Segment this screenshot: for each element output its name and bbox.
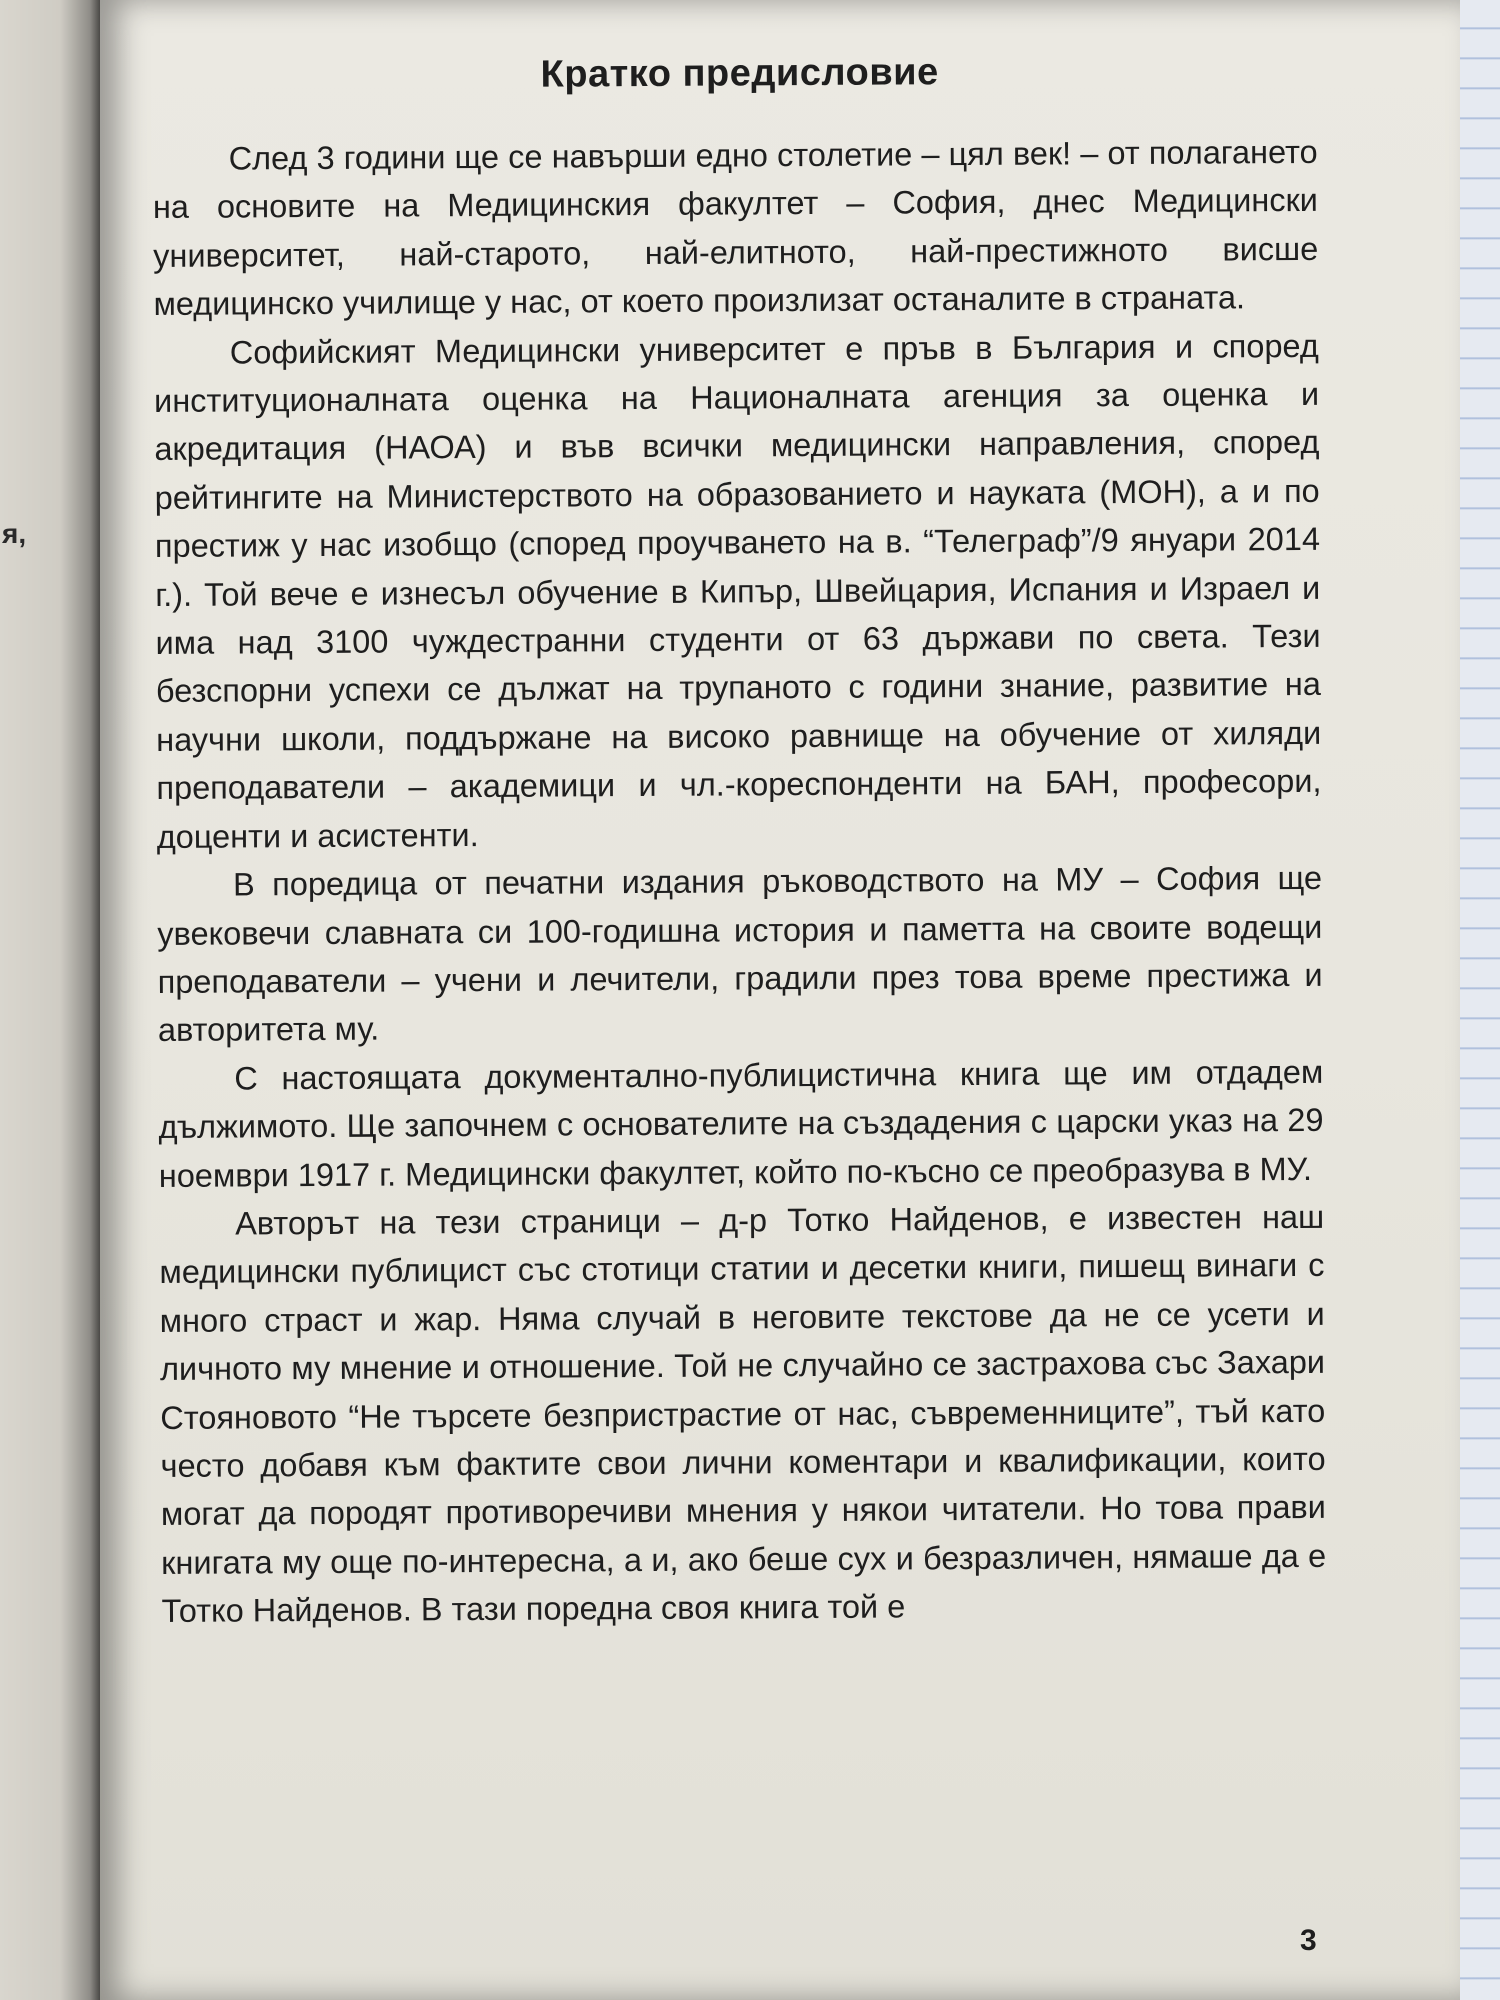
left-page-text-fragment: я, — [2, 518, 27, 549]
paragraph-2: Софийският Медицински университет е пръв в България и според институционалната оценка на Националната агенция за оценка и акредитация (НАОА) и във всички медицински направления, според рейтингите на Министерството на образованието и науката (МОН), а и по престиж у нас изобщо (според проучването на в. “Телеграф”/9 януари 2014 г.). Той вече е изнесъл обучение в Кипър, Швейцария, Испания и Израел и има над 3100 чуждестранни студенти от 63 държави по света. Тези безспорни успехи се дължат на трупаното с години знание, развитие на научни школи, поддържане на високо равнище на обучение от хиляди преподаватели – академици и чл.-кореспонденти на БАН, професори, доценти и асистенти. — [153, 327, 1322, 855]
page-title: Кратко предисловие — [540, 51, 939, 96]
paragraph-5: Авторът на тези страници – д-р Тотко Найденов, е известен наш медицински публицист със стотици статии и десетки книги, пишещ винаги с много страст и жар. Няма случай в неговите текстове да не се усети и личното му мнение и отношение. Той не случайно се застрахова със Захари Стояновото “Не търсете безпристрастие от нас, съвременниците”, тъй като често добавя към фактите свои лични коментари и квалификации, които могат да породят противоречиви мнения у някои читатели. Но това прави книгата му още по-интересна, а и, ако беше сух и безразличен, нямаше да е Тотко Найденов. В тази поредна своя книга той е — [159, 1198, 1327, 1630]
page-text-block — [152, 49, 1327, 1636]
paragraph-4: С настоящата документално-публицистична книга ще им отдадем дължимото. Ще започнем с основателите на създадения с царски указ на 29 ноември 1917 г. Медицински факултет, който по-късно се преобразува в МУ. — [158, 1053, 1324, 1194]
left-page-edge — [0, 0, 100, 2000]
lined-notebook-edge — [1460, 0, 1500, 2000]
paragraph-1: След 3 години ще се навърши едно столетие – цял век! – от полагането на основите на Медицинския факултет – София, днес Медицински университет, най-старото, най-елитното, най-престижното висше медицинско училище у нас, от което произлизат останалите в страната. — [152, 133, 1319, 323]
page-number: 3 — [1300, 1924, 1317, 1957]
paragraph-3: В поредица от печатни издания ръководството на МУ – София ще увековечи славната си 100-годишна история и паметта на своите водещи преподаватели – учени и лечители, градили през това време престижа и авторитета му. — [157, 859, 1323, 1049]
